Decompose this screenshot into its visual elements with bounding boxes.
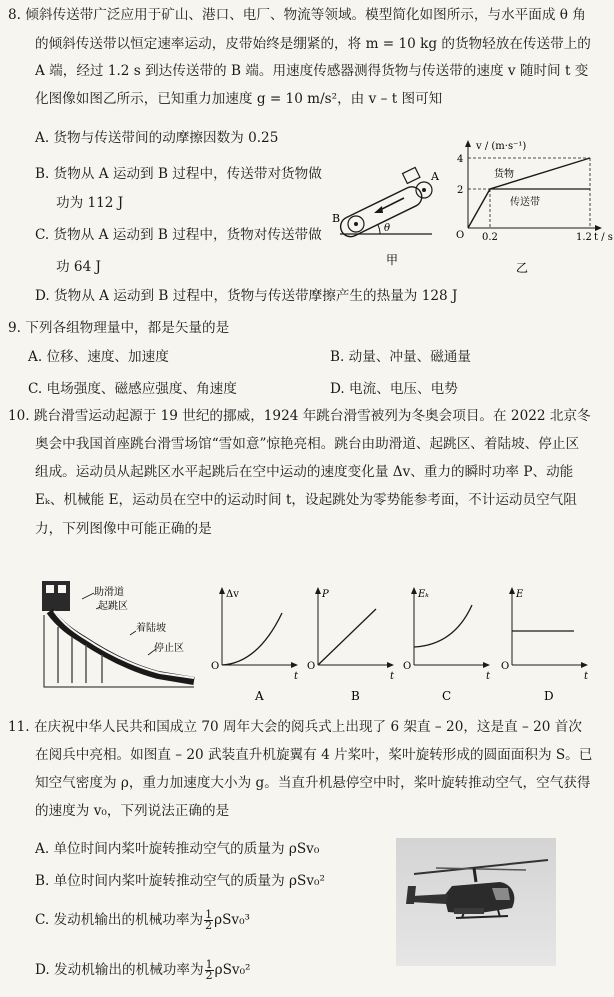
graph-d-origin: O <box>501 661 510 672</box>
vt-graph <box>450 138 613 280</box>
q11-option-a: A. 单位时间内桨叶旋转推动空气的质量为 ρSv₀ <box>35 841 320 857</box>
q8-option-a: A. 货物与传送带间的动摩擦因数为 0.25 <box>35 130 279 146</box>
q11-option-d: D. 发动机输出的机械功率为 $\frac{1}{2}$ ρSv₀² <box>35 958 251 982</box>
series-belt-label: 传送带 <box>510 197 540 208</box>
graph-a-caption: A <box>255 689 264 703</box>
q9-option-a: A. 位移、速度、加速度 <box>28 349 169 365</box>
q9-option-d: D. 电流、电压、电势 <box>330 381 458 397</box>
q8-option-b-line-1: B. 货物从 A 运动到 B 过程中，传送带对货物做 <box>35 166 322 182</box>
q8-stem-line-4: 化图像如图乙所示，已知重力加速度 g = 10 m/s²，由 v – t 图可知 <box>35 91 443 107</box>
label-takeoff: 起跳区 <box>98 601 128 612</box>
graph-d <box>500 585 600 705</box>
q8-stem-line-2: 的倾斜传送带以恒定速率运动，皮带始终是绷紧的，将 m = 10 kg 的货物轻放在传送带上的 <box>35 36 591 52</box>
q8-stem-line-1: 8. 倾斜传送带广泛应用于矿山、港口、电厂、物流等领域。模型简化如图所示，与水平面成 θ 角 <box>8 7 586 23</box>
x-axis-label: t / s <box>594 232 613 243</box>
graph-b-y-label: P <box>322 589 329 600</box>
label-landing: 着陆坡 <box>136 623 166 634</box>
fraction-one-half: $\frac{1}{2}$ <box>205 958 213 982</box>
graph-c-y-label: Eₖ <box>418 589 429 600</box>
q9-option-c: C. 电场强度、磁感应强度、角速度 <box>28 381 237 397</box>
ski-jump-venue-diagram <box>38 575 198 693</box>
graph-c <box>402 585 494 705</box>
graph-a <box>210 585 302 705</box>
label-b: B <box>332 212 341 225</box>
x-tick-0-2: 0.2 <box>482 232 498 243</box>
graph-b-caption: B <box>351 689 360 703</box>
origin-label: O <box>456 230 465 241</box>
figure-yi-caption: 乙 <box>516 261 529 275</box>
graph-a-y-label: Δv <box>226 589 239 600</box>
y-tick-4: 4 <box>457 154 464 165</box>
graph-a-origin: O <box>211 661 220 672</box>
x-tick-1-2: 1.2 <box>576 232 592 243</box>
q8-option-c-line-1: C. 货物从 A 运动到 B 过程中，货物对传送带做 <box>35 227 322 243</box>
q8-option-d: D. 货物从 A 运动到 B 过程中，货物与传送带摩擦产生的热量为 128 J <box>35 288 458 304</box>
q11-stem-line-2: 在阅兵中亮相。如图直 – 20 武装直升机旋翼有 4 片桨叶，桨叶旋转形成的圆面面积为 S。已 <box>35 747 593 763</box>
helicopter-photo <box>396 838 556 966</box>
q11-stem-line-3: 知空气密度为 ρ，重力加速度大小为 g。当直升机悬停空中时，桨叶旋转推动空气，空气获得 <box>35 775 591 791</box>
graph-c-x-label: t <box>486 671 491 682</box>
conveyor-diagram <box>328 160 438 270</box>
q9-option-b: B. 动量、冲量、磁通量 <box>330 349 471 365</box>
q11-stem-line-4: 的速度为 v₀，下列说法正确的是 <box>35 803 230 819</box>
graph-d-caption: D <box>544 689 554 703</box>
graph-c-origin: O <box>403 661 412 672</box>
series-cargo-label: 货物 <box>494 169 514 180</box>
q10-stem-line-1: 10. 跳台滑雪运动起源于 19 世纪的挪威，1924 年跳台滑雪被列为冬奥会项目。在 2022 北京冬 <box>8 408 591 424</box>
q9-stem: 9. 下列各组物理量中，都是矢量的是 <box>8 320 230 336</box>
graph-c-caption: C <box>442 689 452 703</box>
graph-b-x-label: t <box>390 671 395 682</box>
figure-jia-caption: 甲 <box>386 253 399 267</box>
label-outrun: 停止区 <box>154 643 184 654</box>
y-axis-label: v / (m·s⁻¹) <box>476 141 527 152</box>
q10-stem-line-2: 奥会中我国首座跳台滑雪场馆“雪如意”惊艳亮相。跳台由助滑道、起跳区、着陆坡、停止区 <box>35 436 580 452</box>
q11-option-b: B. 单位时间内桨叶旋转推动空气的质量为 ρSv₀² <box>35 873 325 889</box>
q8-option-b-line-2: 功为 112 J <box>56 195 124 211</box>
theta-label: θ <box>384 223 391 234</box>
y-tick-2: 2 <box>457 185 464 196</box>
q10-stem-line-3: 组成。运动员从起跳区水平起跳后在空中运动的速度变化量 Δv、重力的瞬时功率 P、动能 <box>35 464 574 480</box>
graph-d-y-label: E <box>516 589 524 600</box>
label-run-in: 助滑道 <box>94 587 124 598</box>
q11-option-c: C. 发动机输出的机械功率为 $\frac{1}{2}$ ρSv₀³ <box>35 908 250 932</box>
q8-stem-line-3: A 端，经过 1.2 s 到达传送带的 B 端。用速度传感器测得货物与传送带的速度 v 随时间 t 变 <box>35 63 589 79</box>
graph-a-x-label: t <box>294 671 299 682</box>
label-a: A <box>431 170 439 183</box>
graph-b-origin: O <box>307 661 316 672</box>
q8-option-c-line-2: 功 64 J <box>56 259 101 275</box>
q10-stem-line-5: 力，下列图像中可能正确的是 <box>35 521 212 537</box>
q11-stem-line-1: 11. 在庆祝中华人民共和国成立 70 周年大会的阅兵式上出现了 6 架直 – 20，这是直 – 20 首次 <box>8 719 582 735</box>
graph-d-x-label: t <box>584 671 589 682</box>
fraction-one-half: $\frac{1}{2}$ <box>205 908 213 932</box>
graph-b <box>306 585 398 705</box>
q10-stem-line-4: Eₖ、机械能 E，运动员在空中的运动时间 t，设起跳处为零势能参考面，不计运动员空气阻 <box>35 492 577 508</box>
